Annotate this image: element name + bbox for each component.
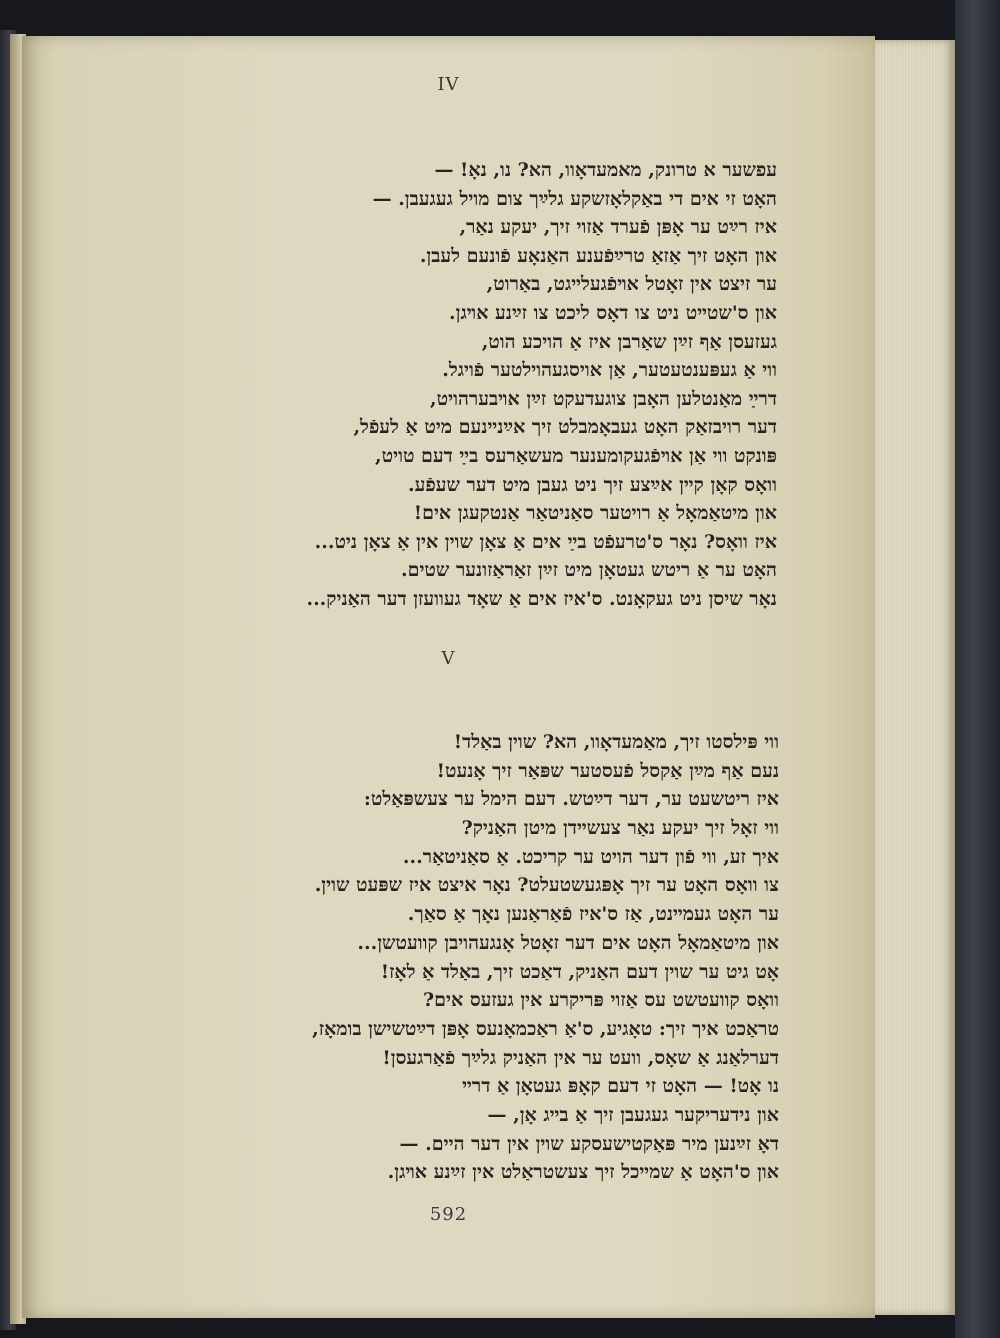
stanza-v — [79, 728, 779, 1187]
verse-line: און האָט זיך אַזאַ טרײַפֿענע האַנאָע פֿונעם לעבן. — [419, 244, 777, 267]
verse-line: איז וואָס? נאָר ס'טרעפֿט בײַ אים אַ צאָן שוין אין אַ צאָן ניט... — [314, 530, 777, 553]
verse-line: טראַכט איך זיך: טאָגיע, ס'אַ ראַכמאָנעס אָפּן דײַטשישן בומאָז, — [312, 1017, 779, 1040]
page-block-edges — [875, 40, 955, 1315]
verse-line: נו אָט! — האָט זי דעם קאָפּ געטאָן אַ דרײ — [462, 1075, 779, 1098]
section-numeral-iv: IV — [437, 74, 460, 95]
verse-line: ווי זאָל זיך יעקע נאַר צעשײדן מיטן האַניק? — [461, 817, 779, 840]
page-number: 592 — [429, 1204, 468, 1225]
verse-line: ער זיצט אין זאָטל אױפֿגעלײגט, באַרוט, — [486, 273, 777, 296]
verse-line: וואָס קוועטשט עס אַזוי פּריקרע אין געזעס אים? — [423, 989, 779, 1012]
verse-line: ווי פּילסטו זיך, מאַמעדאָוו, הא? שוין באַלד! — [453, 731, 779, 753]
verse-line: און נידעריקער געגעבן זיך אַ בײג אָן, — — [487, 1103, 779, 1126]
verse-line: איז רײַט ער אָפּן פֿערד אַזוי זיך, יעקע נאַר, — [459, 216, 777, 239]
verse-line: נאָר שיסן ניט געקאָנט. ס'איז אים אַ שאָד געוועזן דער האַניק... — [306, 587, 777, 610]
verse-line: איז ריטשעט ער, דער דײַטש. דעם הימל ער צעשפּאַלט: — [363, 788, 779, 811]
right-cover — [955, 0, 1000, 1338]
verse-line: און מיטאַמאָל האָט אים דער זאָטל אָנגעהויבן קוועטשן... — [357, 931, 779, 954]
verse-line: עפשער א טרונק, מאמעדאָוו, הא? נו, נאָ! — — [434, 159, 777, 181]
verse-line: צו וואָס האָט ער זיך אָפּגעשטעלט? נאָר איצט איז שפּעט שוין. — [314, 874, 779, 897]
verse-line: געזעסן אַף זײַן שאַרבן איז אַ הויכע הוט, — [481, 330, 777, 353]
verse-line: האָט זי אים די באַקלאָזשקע גלײַך צום מויל געגעבן. — — [372, 187, 777, 210]
book-page — [22, 36, 875, 1318]
stanza-iv — [77, 156, 777, 614]
verse-line: דער רויבזאַק האָט געבאָמבלט זיך אײַנײנעם מיט אַ לעפֿל, — [353, 416, 777, 439]
verse-line: איך זע, ווי פֿון דער הויט ער קריכט. אַ סאַניטאַר... — [402, 845, 779, 868]
verse-line: אָט גיט ער שוין דעם האַניק, דאַכט זיך, באַלד אַ לאָז! — [380, 960, 779, 983]
section-numeral-v: V — [441, 648, 456, 669]
verse-line: דרײַ מאַנטלען האָבן צוגעדעקט זײַן אױבערהויט, — [430, 387, 777, 410]
verse-line: דאָ זײַנען מיר פּאַקטישעסקע שוין אין דער היים. — — [399, 1132, 779, 1155]
verse-line: און מיטאַמאָל אַ רויטער סאַניטאַר אַנטקעגן אים! — [413, 502, 777, 525]
verse-line: ווי אַ געפּענטעטער, אַן אויסגעהוילטער פֿויגל. — [442, 359, 777, 382]
verse-line: פּונקט ווי אַן אױפֿגעקומענער מעשאַרעס בײַ דעם טויט, — [375, 444, 777, 467]
verse-line: דערלאַנג אַ שאָס, וועט ער אין האַניק גלײַך פֿאַרגעסן! — [382, 1046, 779, 1069]
verse-line: און ס'האָט אַ שמײכל זיך צעשטראַלט אין זײַנע אױגן. — [387, 1161, 779, 1184]
verse-line: וואָס קאָן קײן אײַצע זיך ניט געבן מיט דער שעפֿע. — [408, 473, 777, 496]
verse-line: און ס'שטײט ניט צו דאָס ליכט צו זײַנע אױגן. — [449, 301, 777, 324]
verse-line: נעם אַף מײַן אַקסל פֿעסטער שפּאַר זיך אָנעט! — [436, 759, 779, 782]
verse-line: ער האָט געמײנט, אַז ס'איז פֿאַראַנען נאָך אַ סאַך. — [407, 903, 779, 926]
verse-line: האָט ער אַ ריטש געטאָן מיט זײַן זאַראַזונער שטים. — [400, 559, 777, 582]
